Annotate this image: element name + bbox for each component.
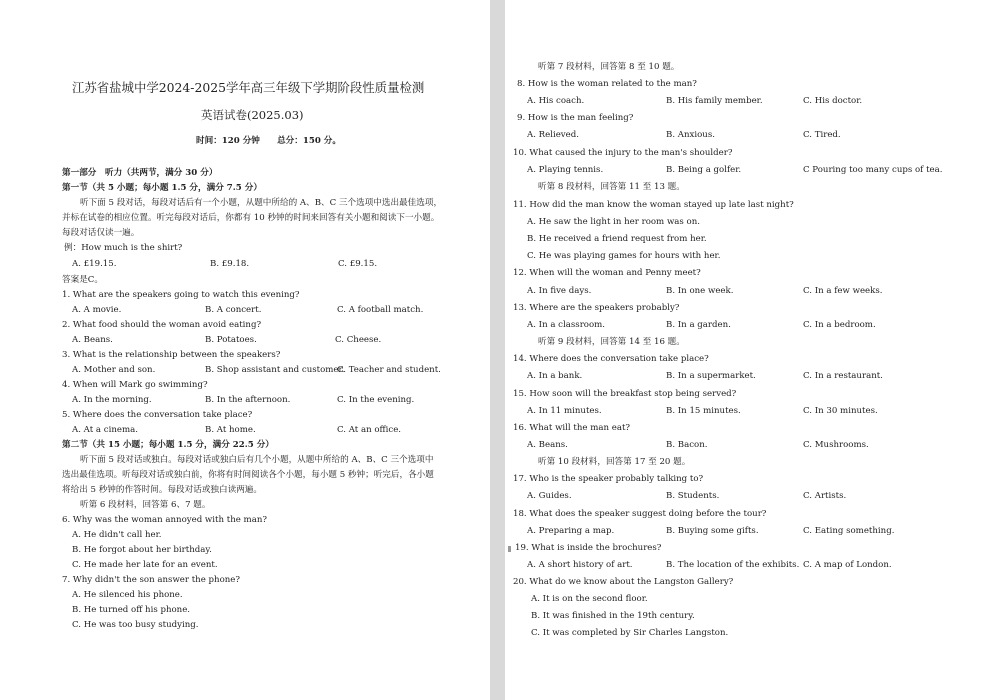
question-12: 12. When will the woman and Penny meet? bbox=[513, 268, 701, 278]
option: C. A map of London. bbox=[803, 560, 892, 570]
question-7: 7. Why didn't the son answer the phone? bbox=[62, 575, 240, 585]
option: A. He silenced his phone. bbox=[72, 590, 183, 600]
example-option: B. £9.18. bbox=[210, 259, 250, 269]
option: B. In a garden. bbox=[666, 320, 731, 330]
scan-mark bbox=[508, 546, 511, 552]
time-score: 时间：120 分钟 总分：150 分。 bbox=[196, 136, 341, 146]
option: A. Playing tennis. bbox=[527, 165, 604, 175]
option: C. Teacher and student. bbox=[337, 365, 441, 375]
option: A. In a classroom. bbox=[527, 320, 606, 330]
option: A. Preparing a map. bbox=[527, 526, 615, 536]
option: B. His family member. bbox=[666, 96, 763, 106]
option: B. In one week. bbox=[666, 286, 734, 296]
question-18: 18. What does the speaker suggest doing before the tour? bbox=[513, 509, 767, 519]
option: B. Buying some gifts. bbox=[666, 526, 759, 536]
option: C. Mushrooms. bbox=[803, 440, 869, 450]
option: C. Eating something. bbox=[803, 526, 895, 536]
option: A. His coach. bbox=[527, 96, 585, 106]
question-11: 11. How did the man know the woman stayed up late last night? bbox=[513, 200, 794, 210]
option: A. Relieved. bbox=[527, 130, 579, 140]
question-9: 9. How is the man feeling? bbox=[517, 113, 634, 123]
section2-instruction: 听下面 5 段对话或独白。每段对话或独白后有几个小题，从题中所给的 A、B、C 三个选项中 bbox=[80, 455, 434, 465]
option: C. In 30 minutes. bbox=[803, 406, 878, 416]
section1-instruction: 并标在试卷的相应位置。听完每段对话后，你都有 10 秒钟的时间来回答有关小题和阅读下一小题。 bbox=[62, 213, 440, 223]
option: C. He made her late for an event. bbox=[72, 560, 218, 570]
option: B. He received a friend request from her. bbox=[527, 234, 707, 244]
material-6: 听第 6 段材料，回答第 6、7 题。 bbox=[80, 500, 211, 510]
option: C. He was playing games for hours with her. bbox=[527, 251, 721, 261]
question-10: 10. What caused the injury to the man's shoulder? bbox=[513, 148, 733, 158]
option: B. In a supermarket. bbox=[666, 371, 756, 381]
option: A. He saw the light in her room was on. bbox=[527, 217, 700, 227]
question-20: 20. What do we know about the Langston Gallery? bbox=[513, 577, 734, 587]
example-option: C. £9.15. bbox=[338, 259, 378, 269]
exam-page-left bbox=[0, 0, 490, 700]
option: C. In a restaurant. bbox=[803, 371, 883, 381]
question-17: 17. Who is the speaker probably talking to? bbox=[513, 474, 704, 484]
option: B. It was finished in the 19th century. bbox=[531, 611, 695, 621]
section1-instruction: 听下面 5 段对话，每段对话后有一个小题，从题中所给的 A、B、C 三个选项中选出最佳选项， bbox=[80, 198, 443, 208]
example-answer: 答案是C。 bbox=[62, 275, 103, 285]
question-5: 5. Where does the conversation take place? bbox=[62, 410, 253, 420]
option: C. A football match. bbox=[337, 305, 424, 315]
section1-header: 第一节（共 5 小题；每小题 1.5 分，满分 7.5 分） bbox=[62, 183, 262, 193]
option: C. In a bedroom. bbox=[803, 320, 876, 330]
question-8: 8. How is the woman related to the man? bbox=[517, 79, 697, 89]
option: A. In five days. bbox=[527, 286, 592, 296]
option: A. In the morning. bbox=[72, 395, 152, 405]
section2-instruction: 选出最佳选项。听每段对话或独白前，你将有时间阅读各个小题，每小题 5 秒钟；听完后，各小题 bbox=[62, 470, 434, 480]
question-19: 19. What is inside the brochures? bbox=[515, 543, 662, 553]
section1-instruction: 每段对话仅读一遍。 bbox=[62, 228, 140, 238]
material-7: 听第 7 段材料，回答第 8 至 10 题。 bbox=[538, 62, 680, 72]
option: B. Being a golfer. bbox=[666, 165, 742, 175]
exam-page-right bbox=[505, 0, 997, 700]
section2-header: 第二节（共 15 小题；每小题 1.5 分，满分 22.5 分） bbox=[62, 440, 274, 450]
option: A. A short history of art. bbox=[527, 560, 633, 570]
option: A. Guides. bbox=[527, 491, 572, 501]
option: B. In the afternoon. bbox=[205, 395, 291, 405]
option: A. It is on the second floor. bbox=[531, 594, 648, 604]
example-question: 例：How much is the shirt? bbox=[64, 243, 183, 253]
material-8: 听第 8 段材料，回答第 11 至 13 题。 bbox=[538, 182, 685, 192]
question-2: 2. What food should the woman avoid eating? bbox=[62, 320, 262, 330]
option: B. At home. bbox=[205, 425, 256, 435]
option: C. In a few weeks. bbox=[803, 286, 883, 296]
option: C. Cheese. bbox=[335, 335, 382, 345]
question-6: 6. Why was the woman annoyed with the man? bbox=[62, 515, 267, 525]
question-14: 14. Where does the conversation take place? bbox=[513, 354, 709, 364]
question-4: 4. When will Mark go swimming? bbox=[62, 380, 208, 390]
option: C. In the evening. bbox=[337, 395, 415, 405]
material-10: 听第 10 段材料，回答第 17 至 20 题。 bbox=[538, 457, 691, 467]
question-3: 3. What is the relationship between the speakers? bbox=[62, 350, 281, 360]
option: A. He didn't call her. bbox=[72, 530, 162, 540]
material-9: 听第 9 段材料，回答第 14 至 16 题。 bbox=[538, 337, 685, 347]
option: C. His doctor. bbox=[803, 96, 863, 106]
exam-title: 江苏省盐城中学2024-2025学年高三年级下学期阶段性质量检测 bbox=[72, 80, 425, 95]
option: C Pouring too many cups of tea. bbox=[803, 165, 943, 175]
option: A. At a cinema. bbox=[72, 425, 138, 435]
question-1: 1. What are the speakers going to watch this evening? bbox=[62, 290, 300, 300]
exam-subtitle: 英语试卷(2025.03) bbox=[201, 108, 304, 122]
option: A. Beans. bbox=[72, 335, 113, 345]
option: B. He turned off his phone. bbox=[72, 605, 191, 615]
option: C. Tired. bbox=[803, 130, 841, 140]
question-16: 16. What will the man eat? bbox=[513, 423, 631, 433]
section2-instruction: 将给出 5 秒钟的作答时间。每段对话或独白读两遍。 bbox=[62, 485, 262, 495]
question-15: 15. How soon will the breakfast stop being served? bbox=[513, 389, 737, 399]
option: C. At an office. bbox=[337, 425, 402, 435]
option: B. Shop assistant and customer. bbox=[205, 365, 345, 375]
option: B. He forgot about her birthday. bbox=[72, 545, 212, 555]
option: B. The location of the exhibits. bbox=[666, 560, 800, 570]
option: A. In a bank. bbox=[527, 371, 583, 381]
option: A. Mother and son. bbox=[72, 365, 156, 375]
option: C. Artists. bbox=[803, 491, 847, 501]
option: C. It was completed by Sir Charles Langston. bbox=[531, 628, 729, 638]
option: A. In 11 minutes. bbox=[527, 406, 602, 416]
option: B. A concert. bbox=[205, 305, 262, 315]
question-13: 13. Where are the speakers probably? bbox=[513, 303, 680, 313]
example-option: A. £19.15. bbox=[72, 259, 117, 269]
option: A. A movie. bbox=[72, 305, 122, 315]
option: B. Anxious. bbox=[666, 130, 715, 140]
option: B. Potatoes. bbox=[205, 335, 257, 345]
option: A. Beans. bbox=[527, 440, 568, 450]
option: C. He was too busy studying. bbox=[72, 620, 199, 630]
part1-header: 第一部分 听力（共两节，满分 30 分） bbox=[62, 168, 218, 178]
option: B. Bacon. bbox=[666, 440, 708, 450]
option: B. Students. bbox=[666, 491, 720, 501]
option: B. In 15 minutes. bbox=[666, 406, 741, 416]
